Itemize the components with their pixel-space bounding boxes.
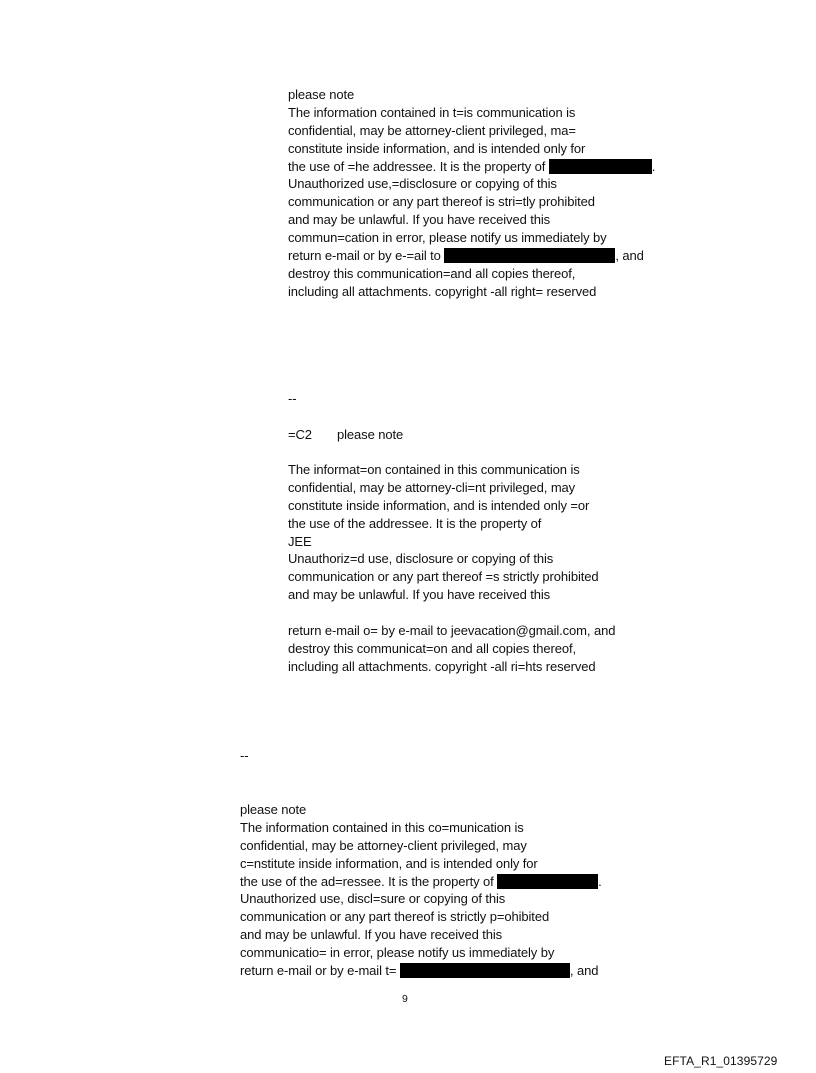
disclaimer-line-suffix: . (598, 873, 602, 889)
disclaimer-line: and may be unlawful. If you have received this (288, 212, 551, 228)
disclaimer-line: constitute inside information, and is intended only =or (288, 497, 590, 513)
disclaimer-line: please note (240, 802, 307, 817)
email-separator: -- (288, 391, 297, 406)
email-disclaimer-block-1 (288, 86, 655, 301)
disclaimer-line: The information contained in t=is communication is (288, 104, 576, 120)
disclaimer-heading (288, 426, 403, 444)
email-disclaimer-block-3 (240, 801, 602, 980)
redaction-box (549, 159, 652, 174)
disclaimer-line (240, 962, 602, 980)
disclaimer-line: JEE (288, 533, 312, 549)
disclaimer-line: including all attachments. copyright -all ri=hts reserved (288, 658, 596, 674)
disclaimer-line: the use of the addressee. It is the property of (288, 515, 542, 531)
disclaimer-line: Unauthorized use,=disclosure or copying of this (288, 176, 557, 192)
disclaimer-line: constitute inside information, and is intended only for (288, 140, 586, 156)
disclaimer-line: The informat=on contained in this communication is (288, 462, 580, 477)
redaction-box (400, 963, 570, 978)
disclaimer-line: and may be unlawful. If you have received this (288, 587, 551, 603)
disclaimer-line: commun=cation in error, please notify us immediately by (288, 230, 607, 246)
disclaimer-line: Unauthorized use, discl=sure or copying of this (240, 891, 506, 907)
disclaimer-line (240, 873, 602, 891)
disclaimer-line-text: the use of the ad=ressee. It is the property of (240, 873, 498, 889)
disclaimer-line: including all attachments. copyright -all right= reserved (288, 283, 597, 299)
heading-text: please note (337, 427, 404, 442)
disclaimer-line: communication or any part thereof is stri=tly prohibited (288, 194, 595, 210)
disclaimer-line: destroy this communicat=on and all copies thereof, (288, 640, 577, 656)
disclaimer-line: c=nstitute inside information, and is intended only for (240, 855, 538, 871)
disclaimer-line (288, 158, 655, 176)
email-disclaimer-block-2-para-2 (288, 622, 615, 676)
disclaimer-line-text: the use of =he addressee. It is the property of (288, 158, 549, 174)
disclaimer-line: communicatio= in error, please notify us immediately by (240, 945, 555, 961)
document-id: EFTA_R1_01395729 (664, 1054, 778, 1068)
disclaimer-line: confidential, may be attorney-client privileged, ma= (288, 122, 576, 138)
disclaimer-line: communication or any part thereof =s strictly prohibited (288, 569, 599, 585)
disclaimer-line: and may be unlawful. If you have received this (240, 927, 503, 943)
page-number: 9 (402, 993, 408, 1005)
disclaimer-line-suffix: , and (569, 963, 599, 979)
disclaimer-line: communication or any part thereof is strictly p=ohibited (240, 909, 550, 925)
disclaimer-line: The information contained in this co=munication is (240, 819, 524, 835)
disclaimer-line-text: return e-mail or by e-mail t= (240, 963, 400, 979)
email-separator: -- (240, 748, 249, 763)
disclaimer-line-suffix: . (651, 158, 656, 174)
heading-code: =C2 (288, 427, 312, 442)
disclaimer-line (288, 247, 655, 265)
disclaimer-line: confidential, may be attorney-client privileged, may (240, 837, 527, 853)
disclaimer-line: return e-mail o= by e-mail to jeevacation@gmail.com, and (288, 623, 616, 638)
disclaimer-line: destroy this communication=and all copies thereof, (288, 265, 576, 281)
redaction-box (444, 248, 615, 263)
redaction-box (497, 874, 598, 889)
disclaimer-line-text: return e-mail or by e-=ail to (288, 248, 445, 264)
email-disclaimer-block-2-para-1 (288, 461, 599, 604)
disclaimer-line: confidential, may be attorney-cli=nt privileged, may (288, 479, 576, 495)
disclaimer-line: Unauthoriz=d use, disclosure or copying of this (288, 551, 554, 567)
email-disclaimer-block-2 (288, 426, 403, 444)
disclaimer-line: please note (288, 87, 355, 102)
disclaimer-line-suffix: , and (615, 248, 644, 264)
